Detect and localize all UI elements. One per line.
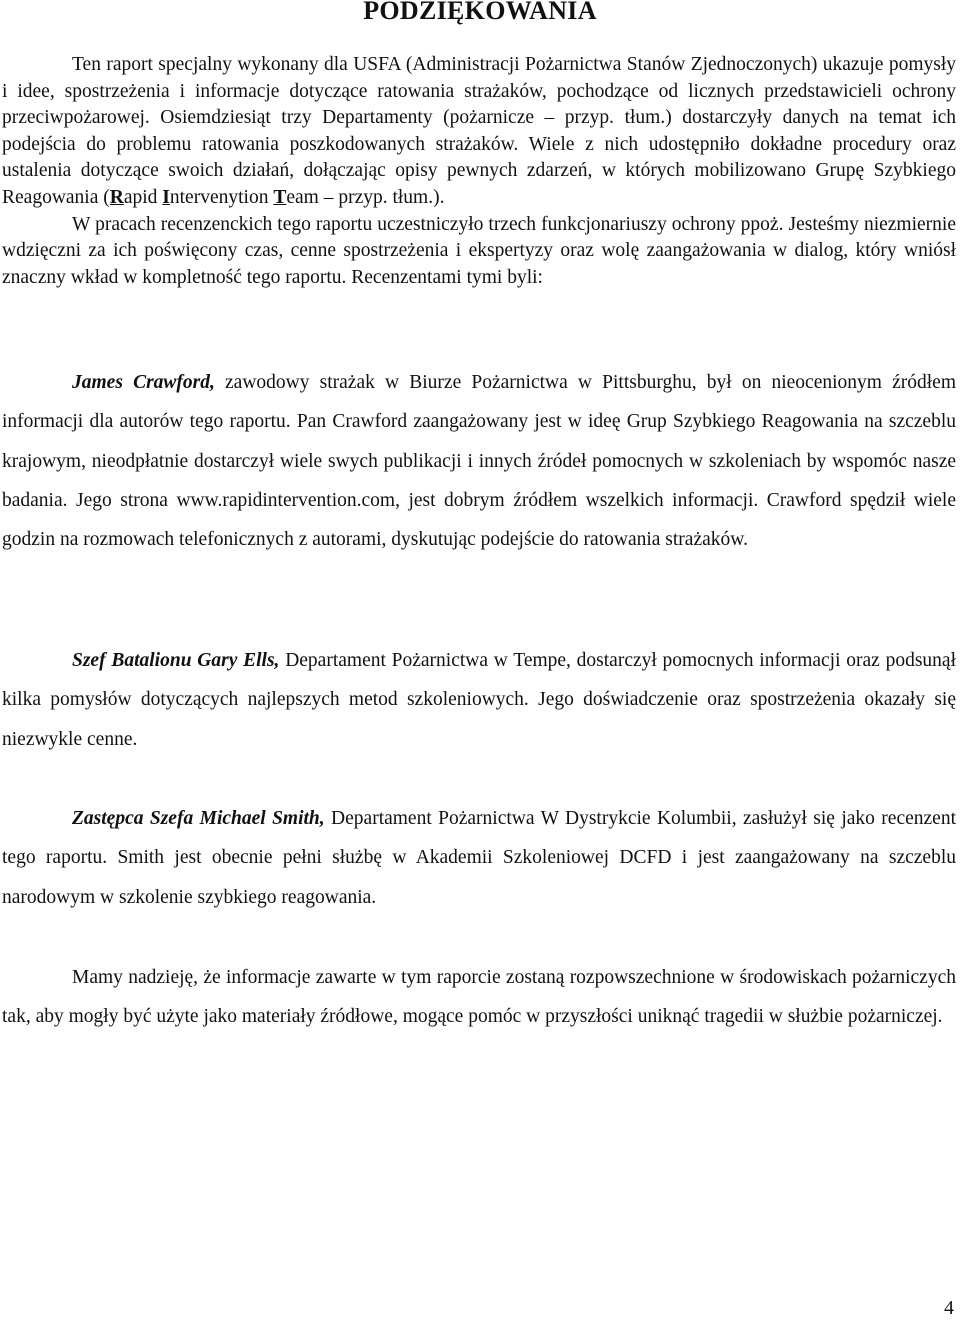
page-number: 4 xyxy=(944,1297,954,1319)
reviewer-paragraph xyxy=(2,799,956,917)
intro-text-end: eam – przyp. tłum.). xyxy=(286,186,445,208)
intro-paragraph-1 xyxy=(2,52,956,212)
acronym-letter-i: I xyxy=(162,186,170,208)
reviewer-paragraph xyxy=(2,363,956,559)
reviewer-name: Zastępca Szefa Michael Smith, xyxy=(72,808,325,829)
intro-paragraph-2: W pracach recenzenckich tego raportu uczestniczyło trzech funkcjonariuszy ochrony ppoż. Jesteśmy niezmiernie wdzięczni za ich poświęcony czas, cenne spostrzeżenia i ekspertyzy oraz wolę zaangażowania w dialog, który wniósł znaczny wkład w kompletność tego raportu. Recenzentami tymi byli: xyxy=(2,213,956,288)
reviewer-name: James Crawford, xyxy=(72,372,215,393)
reviewer-description: Departament Pożarnictwa w Tempe, dostarczył pomocnych informacji oraz podsunął kilka pomysłów dotyczących najlepszych metod szkoleniowych. Jego doświadczenie oraz spostrzeżenia okazały się niezwykle cenne. xyxy=(2,650,956,750)
acronym-letter-t: T xyxy=(273,186,287,208)
reviewer-name: Szef Batalionu Gary Ells, xyxy=(72,650,280,671)
intro-text-ntervenytion: ntervenytion xyxy=(169,186,274,208)
reviewer-description: zawodowy strażak w Biurze Pożarnictwa w Pittsburghu, był on nieocenionym źródłem informacji dla autorów tego raportu. Pan Crawford zaangażowany jest w ideę Grup Szybkiego Reagowania na szczeblu krajowym, nieodpłatnie dostarczył wiele swych publikacji i innych źródeł pomocnych w szkoleniach by wspomóc nasze badania. Jego strona www.rapidintervention.com, jest dobrym źródłem wszelkich informacji. Crawford spędził wiele godzin na rozmowach telefonicznych z autorami, dyskutując podejście do ratowania strażaków. xyxy=(2,372,956,551)
reviewer-description: Departament Pożarnictwa W Dystrykcie Kolumbii, zasłużył się jako recenzent tego raportu. Smith jest obecnie pełni służbę w Akademii Szkoleniowej DCFD i jest zaangażowany na szczeblu narodowym w szkolenie szybkiego reagowania. xyxy=(2,808,956,908)
closing-text: Mamy nadzieję, że informacje zawarte w tym raporcie zostaną rozpowszechnione w środowiskach pożarniczych tak, aby mogły być użyte jako materiały źródłowe, mogące pomóc w przyszłości uniknąć tragedii w służbie pożarniczej. xyxy=(2,967,956,1028)
reviewer-paragraph xyxy=(2,641,956,759)
intro-section xyxy=(2,52,956,291)
intro-text: Ten raport specjalny wykonany dla USFA (Administracji Pożarnictwa Stanów Zjednoczonych) ukazuje pomysły i idee, spostrzeżenia i informacje dotyczące ratowania strażaków, pochodzące od licznych przedstawicieli ochrony przeciwpożarowej. Osiemdziesiąt trzy Departamenty (pożarnicze – przyp. tłum.) dostarczyły danych na temat ich podejścia do problemu ratowania poszkodowanych strażaków. Wiele z nich udostępniło dokładne procedury oraz ustalenia dotyczące swoich działań, dołączając opisy pewnych zdarzeń, w których mobilizowano Grupę Szybkiego Reagowania ( xyxy=(2,54,956,208)
acronym-letter-r: R xyxy=(109,186,124,208)
intro-text-apid: apid xyxy=(123,186,163,208)
closing-paragraph xyxy=(2,958,956,1037)
page-title: PODZIĘKOWANIA xyxy=(363,0,597,25)
